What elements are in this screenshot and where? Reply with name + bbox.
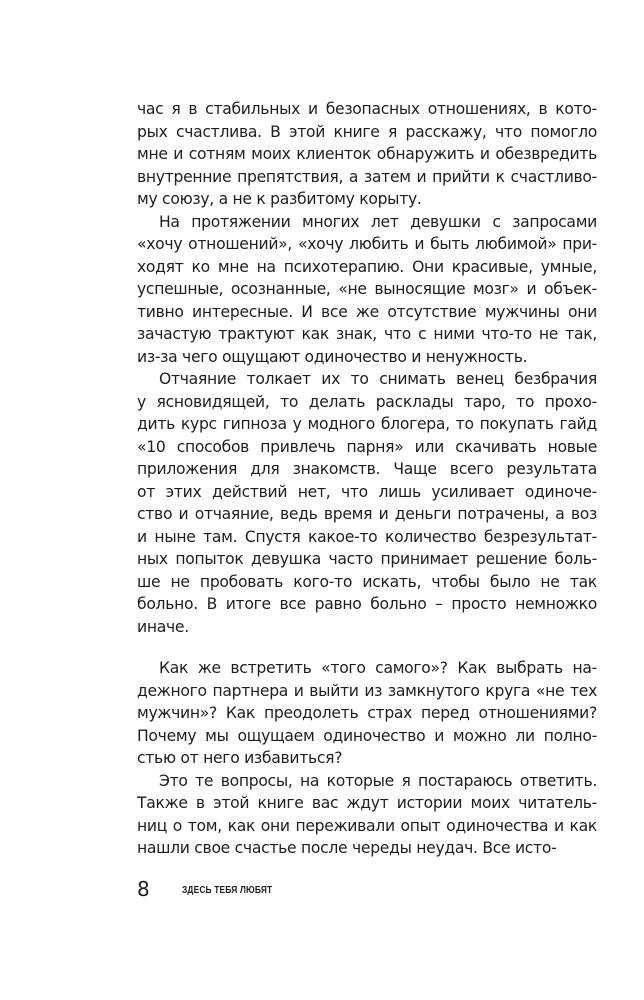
text-line: ходят ко мне на психотерапию. Они красивые, умные, (137, 257, 597, 276)
text-line: от этих действий нет, что лишь усиливает одиноче- (137, 482, 597, 501)
page-number: 8 (137, 877, 150, 901)
paragraph (137, 770, 597, 860)
text-line: приложения для знакомств. Чаще всего результата (137, 460, 597, 478)
text-line: ше не пробовать кого-то искать, чтобы было не так (137, 572, 597, 591)
text-line: зачастую трактуют как знак, что с ними что-то не так, (137, 325, 597, 343)
text-line: стью от него избавиться? (137, 749, 343, 767)
text-line: рых счастлива. В этой книге я расскажу, что помогло (137, 122, 597, 141)
text-line: На протяжении многих лет девушки с запросами (159, 212, 597, 231)
paragraph (137, 98, 597, 211)
text-line: тивно интересные. И все же отсутствие мужчины они (137, 302, 597, 321)
text-line: «10 способов привлечь парня» или скачивать новые (137, 437, 597, 456)
text-line: Как же встретить «того самого»? Как выбрать на- (159, 659, 597, 677)
text-line: иначе. (137, 617, 189, 636)
text-line: Это те вопросы, на которые я постараюсь ответить. (159, 771, 597, 790)
page-footer (137, 876, 295, 904)
text-line: из-за чего ощущают одиночество и ненужность. (137, 347, 528, 366)
text-line: мне и сотням моих клиенток обнаружить и обезвредить (137, 145, 597, 163)
text-block-top (137, 98, 597, 638)
paragraph (137, 211, 597, 369)
text-line: и ныне там. Спустя какое-то количество безрезультат- (137, 527, 597, 546)
text-line: у ясновидящей, то делать расклады таро, то прохо- (137, 392, 597, 411)
text-line: Отчаяние толкает их то снимать венец безбрачия (159, 370, 597, 388)
text-line: дить курс гипноза у модного блогера, то покупать гайд (137, 415, 597, 433)
text-line: мужчин»? Как преодолеть страх перед отношениями? (137, 704, 597, 722)
text-line: нашли свое счастье после череды неудач. Все исто- (137, 839, 557, 857)
text-block-bottom (137, 657, 597, 860)
text-line: час я в стабильных и безопасных отношениях, в кото- (137, 100, 597, 118)
text-line: больно. В итоге все равно больно – просто немножко (137, 595, 597, 613)
text-line: успешные, осознанные, «не выносящие мозг» и объек- (137, 280, 597, 298)
text-line: ных попыток девушка часто принимает решение боль- (137, 550, 597, 568)
text-line: ство и отчаяние, ведь время и деньги потрачены, а воз (137, 505, 597, 523)
running-title: ЗДЕСЬ ТЕБЯ ЛЮБЯТ (182, 884, 273, 896)
text-line: Почему мы ощущаем одиночество и можно ли полно- (137, 726, 597, 745)
text-line: му союзу, а не к разбитому корыту. (137, 190, 422, 208)
paragraph (137, 657, 597, 770)
text-line: дежного партнера и выйти из замкнутого круга «не тех (137, 681, 597, 700)
text-line: Также в этой книге вас ждут истории моих читатель- (137, 794, 597, 812)
text-line: «хочу отношений», «хочу любить и быть любимой» при- (137, 235, 597, 253)
text-line: ниц о том, как они переживали опыт одиночества и как (137, 816, 597, 835)
paragraph (137, 368, 597, 638)
text-line: внутренние препятствия, а затем и прийти к счастливо- (137, 167, 597, 186)
